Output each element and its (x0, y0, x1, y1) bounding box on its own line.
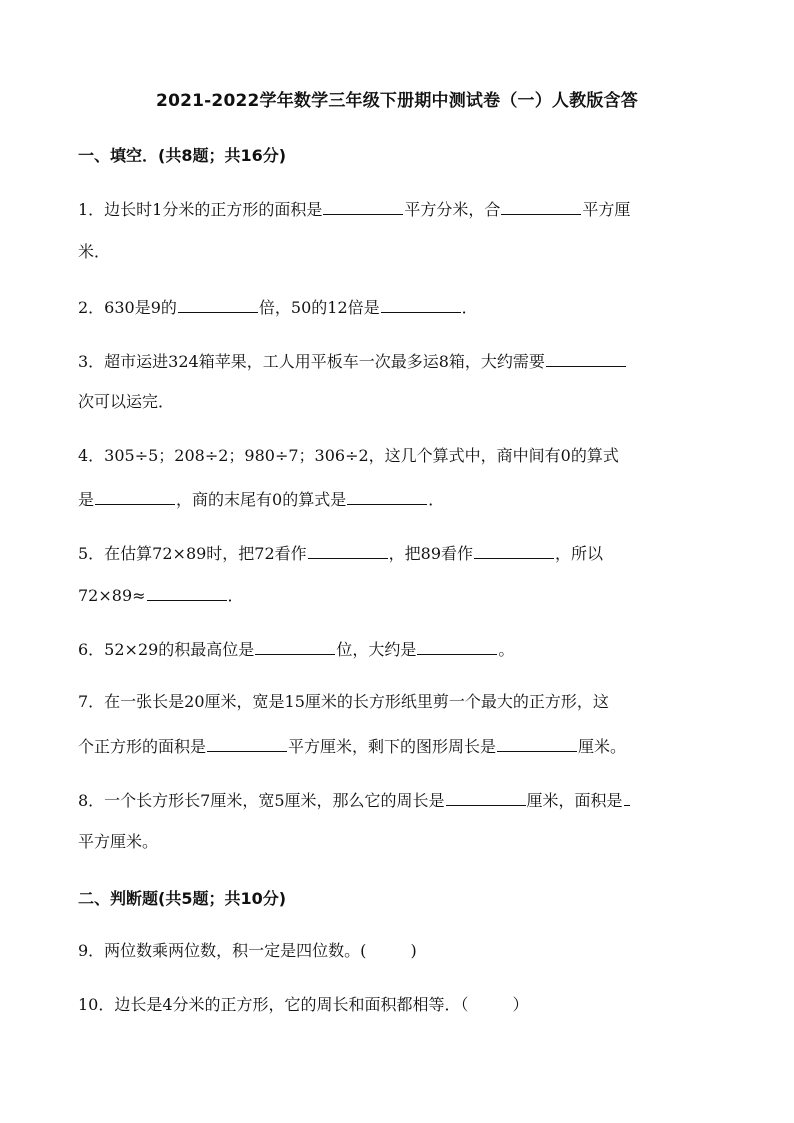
q8-blank-1[interactable] (446, 789, 526, 806)
section-true-false-heading: 二、判断题(共5题；共10分) (78, 889, 287, 908)
q10-text-b: ） (512, 995, 529, 1014)
q4-text-b: 是 (78, 490, 95, 509)
question-5-line-2 (78, 584, 244, 606)
q8-text-b: 厘米，面积是 (526, 791, 623, 810)
q8-text-c: 平方厘米。 (78, 832, 159, 851)
q2-text-c: ． (461, 298, 478, 317)
question-5-line-1 (78, 542, 603, 564)
question-3-line-1 (78, 350, 627, 372)
q2-blank-2[interactable] (381, 296, 461, 313)
section-fill-in-heading: 一、填空．(共8题；共16分) (78, 146, 287, 165)
q9-text-a: 9．两位数乘两位数，积一定是四位数。( (78, 941, 367, 960)
q7-text-c: 平方厘米，剩下的图形周长是 (288, 737, 497, 756)
q6-text-b: 位，大约是 (336, 640, 417, 659)
q1-blank-1[interactable] (323, 198, 403, 215)
q2-text-b: 倍，50的12倍是 (258, 298, 380, 317)
question-2-line-1 (78, 296, 478, 318)
q6-text-a: 6．52×29的积最高位是 (78, 640, 255, 659)
q5-blank-1[interactable] (308, 542, 388, 559)
q5-text-e: ． (227, 586, 244, 605)
q1-text-c: 平方厘 (582, 200, 631, 219)
page-title: 2021-2022学年数学三年级下册期中测试卷（一）人教版含答 (156, 91, 638, 111)
q1-text-b: 平方分米，合 (404, 200, 501, 219)
question-9-line-1 (78, 941, 417, 961)
q2-blank-1[interactable] (178, 296, 258, 313)
q6-blank-2[interactable] (417, 638, 497, 655)
q3-text-b: 次可以运完． (78, 392, 175, 411)
q7-blank-1[interactable] (207, 735, 287, 752)
q5-blank-2[interactable] (474, 542, 554, 559)
q1-text-d: 米． (78, 242, 111, 261)
question-4-line-1 (78, 446, 619, 466)
q5-text-b: ，把89看作 (388, 544, 474, 563)
question-1-line-1 (78, 198, 630, 220)
q3-text-a: 3．超市运进324箱苹果，工人用平板车一次最多运8箱，大约需要 (78, 352, 545, 371)
q7-text-b: 个正方形的面积是 (78, 737, 207, 756)
q6-text-c: 。 (498, 640, 515, 659)
question-3-line-2 (78, 392, 174, 412)
q2-text-a: 2．630是9的 (78, 298, 177, 317)
q4-blank-1[interactable] (95, 488, 175, 505)
question-6-line-1 (78, 638, 514, 660)
q3-blank-1[interactable] (546, 350, 626, 367)
q1-blank-2[interactable] (501, 198, 581, 215)
question-4-line-2 (78, 488, 444, 510)
q1-text-a: 1．边长时1分米的正方形的面积是 (78, 200, 323, 219)
q7-text-d: 厘米。 (578, 737, 627, 756)
question-7-line-2 (78, 735, 626, 757)
q6-blank-1[interactable] (255, 638, 335, 655)
q8-blank-2[interactable] (624, 789, 630, 806)
q5-text-d: 72×89≈ (78, 586, 146, 605)
q4-blank-2[interactable] (347, 488, 427, 505)
q4-text-c: ，商的末尾有0的算式是 (176, 490, 347, 509)
question-8-line-1 (78, 789, 631, 811)
q9-text-b: ) (410, 941, 417, 960)
q5-text-c: ，所以 (555, 544, 604, 563)
question-8-line-2 (78, 832, 158, 852)
q8-text-a: 8．一个长方形长7厘米，宽5厘米，那么它的周长是 (78, 791, 445, 810)
question-10-line-1 (78, 995, 529, 1015)
q7-text-a: 7．在一张长是20厘米，宽是15厘米的长方形纸里剪一个最大的正方形，这 (78, 692, 609, 711)
q5-blank-3[interactable] (147, 584, 227, 601)
question-1-line-2 (78, 242, 110, 262)
q4-text-a: 4．305÷5；208÷2；980÷7；306÷2，这几个算式中，商中间有0的算式 (78, 446, 619, 465)
question-7-line-1 (78, 692, 609, 712)
q10-text-a: 10．边长是4分米的正方形，它的周长和面积都相等．（ (78, 995, 469, 1014)
q7-blank-2[interactable] (497, 735, 577, 752)
q5-text-a: 5．在估算72×89时，把72看作 (78, 544, 307, 563)
q4-text-d: ． (428, 490, 445, 509)
